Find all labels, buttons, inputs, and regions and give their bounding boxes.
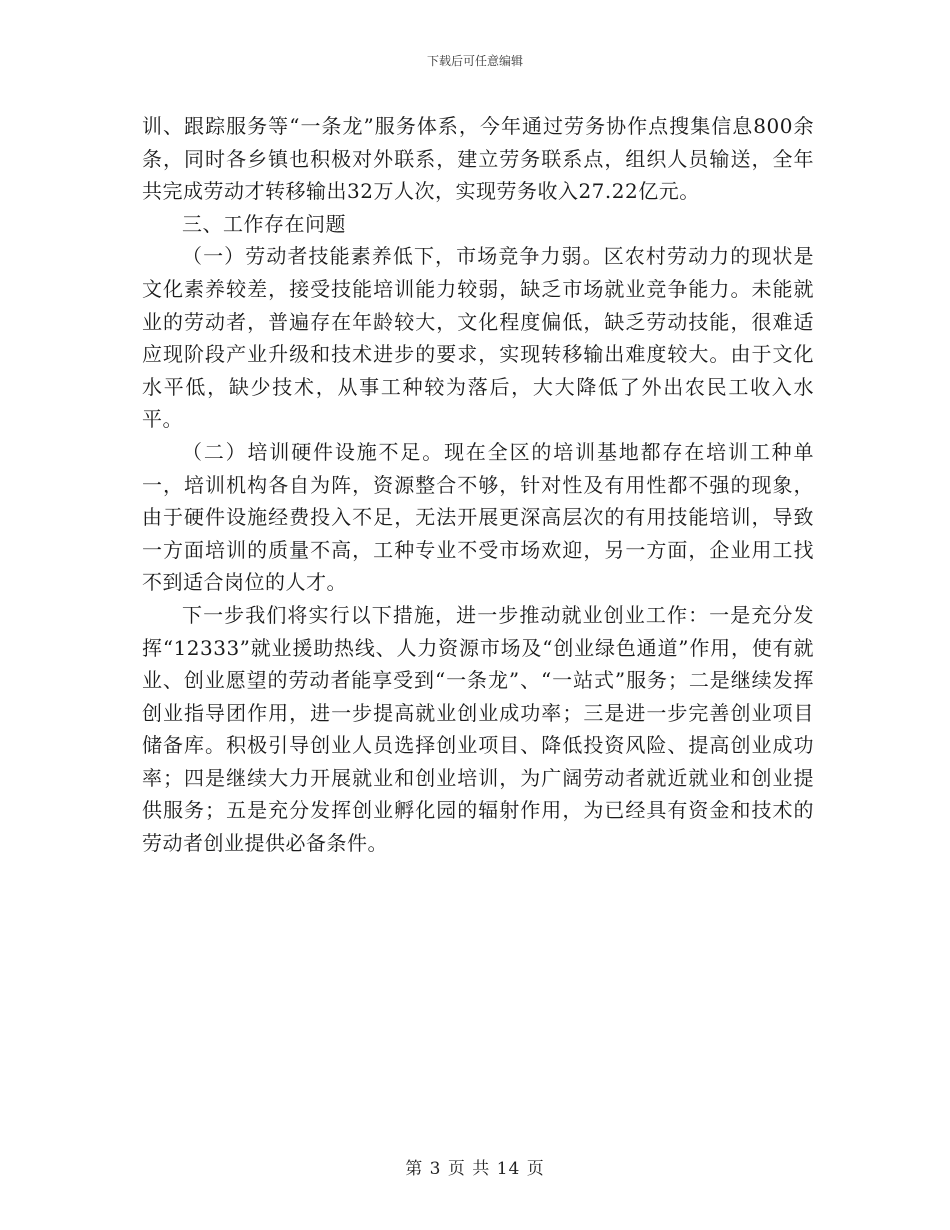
page-footer: 第 3 页 共 14 页: [405, 1159, 545, 1179]
paragraph-facilities-issue: （二）培训硬件设施不足。现在全区的培训基地都存在培训工种单一，培训机构各自为阵，资源整合不够，针对性及有用性都不强的现象，由于硬件设施经费投入不足，无法开展更深高层次的有用技能培训，导致一方面培训的质量不高，工种专业不受市场欢迎，另一方面，企业用工找不到适合岗位的人才。: [142, 439, 814, 595]
document-body: [142, 110, 814, 860]
paragraph-skills-issue: （一）劳动者技能素养低下，市场竞争力弱。区农村劳动力的现状是文化素养较差，接受技能培训能力较弱，缺乏市场就业竞争能力。未能就业的劳动者，普遍存在年龄较大，文化程度偏低，缺乏劳动技能，很难适应现阶段产业升级和技术进步的要求，实现转移输出难度较大。由于文化水平低，缺少技术，从事工种较为落后，大大降低了外出农民工收入水平。: [142, 244, 814, 432]
paragraph-next-steps: 下一步我们将实行以下措施，进一步推动就业创业工作：一是充分发挥“12333”就业援助热线、人力资源市场及“创业绿色通道”作用，使有就业、创业愿望的劳动者能享受到“一条龙”、“一站式”服务；二是继续发挥创业指导团作用，进一步提高就业创业成功率；三是进一步完善创业项目储备库。积极引导创业人员选择创业项目、降低投资风险、提高创业成功率；四是继续大力开展就业和创业培训，为广阔劳动者就近就业和创业提供服务；五是充分发挥创业孵化园的辐射作用，为已经具有资金和技术的劳动者创业提供必备条件。: [142, 602, 814, 856]
section-heading: 三、工作存在问题: [182, 211, 346, 236]
paragraph-continuation: 训、跟踪服务等“一条龙”服务体系，今年通过劳务协作点搜集信息800余条，同时各乡镇也积极对外联系，建立劳务联系点，组织人员输送，全年共完成劳动才转移输出32万人次，实现劳务收入27.22亿元。: [142, 114, 814, 204]
page-header: 下载后可任意编辑: [426, 54, 523, 68]
